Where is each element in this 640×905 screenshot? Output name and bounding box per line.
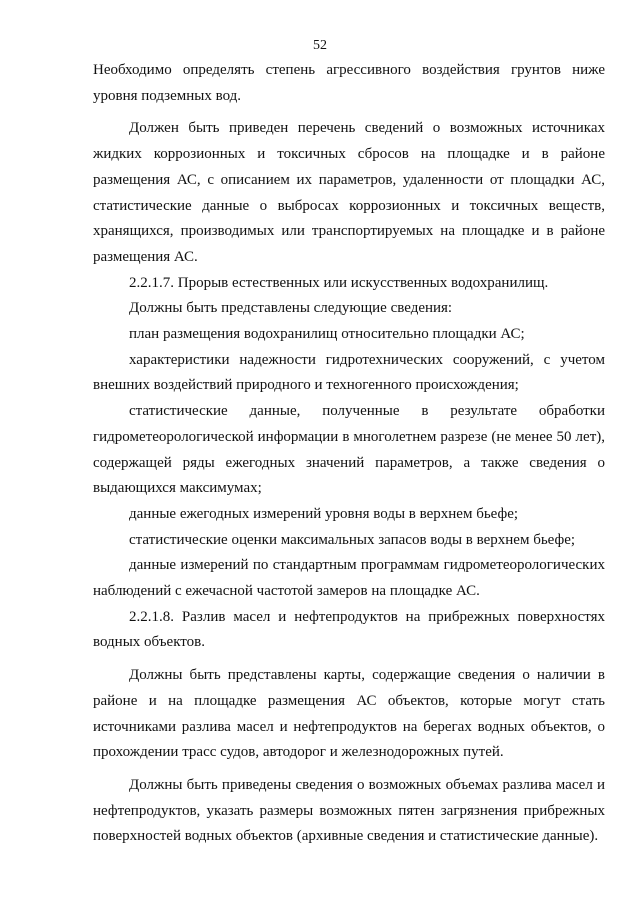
paragraph: Необходимо определять степень агрессивного воздействия грунтов ниже уровня подземных вод.: [93, 62, 605, 104]
paragraph: Должны быть представлены карты, содержащие сведения о наличии в районе и на площадке размещения АС объектов, которые могут стать источниками разлива масел и нефтепродуктов на берегах водных объектов, о прохождении трасс судов, автодорог и железнодорожных путей.: [93, 667, 605, 761]
page-number: 52: [313, 38, 327, 53]
paragraph: Должен быть приведен перечень сведений о возможных источниках жидких коррозионных и токсичных сбросов на площадке и в районе размещения АС, с описанием их параметров, удаленности от площадки АС, статистические данные о выбросах коррозионных и токсичных веществ, хранящихся, производимых или транспортируемых на площадке и в районе размещения АС.: [93, 120, 605, 265]
paragraph: статистические оценки максимальных запасов воды в верхнем бьефе;: [129, 531, 576, 548]
paragraph: данные измерений по стандартным программам гидрометеорологических наблюдений с ежечасной частотой замеров на площадке АС.: [93, 557, 605, 600]
paragraph: 2.2.1.8. Разлив масел и нефтепродуктов на прибрежных поверхностях водных объектов.: [93, 608, 605, 651]
paragraph: Должны быть представлены следующие сведения:: [129, 300, 453, 317]
paragraph: 2.2.1.7. Прорыв естественных или искусственных водохранилищ.: [129, 274, 549, 291]
document-body: [93, 58, 605, 850]
paragraph: статистические данные, полученные в результате обработки гидрометеорологической информации в многолетнем разрезе (не менее 50 лет), содержащей ряды ежегодных значений параметров, а также сведения о выдающихся максимумах;: [93, 403, 605, 497]
paragraph: характеристики надежности гидротехнических сооружений, с учетом внешних воздействий природного и техногенного происхождения;: [93, 351, 605, 394]
paragraph: план размещения водохранилищ относительно площадки АС;: [129, 326, 525, 343]
paragraph: Должны быть приведены сведения о возможных объемах разлива масел и нефтепродуктов, указать размеры возможных пятен загрязнения прибрежных поверхностей водных объектов (архивные сведения и статистические данные).: [93, 776, 605, 845]
paragraph: данные ежегодных измерений уровня воды в верхнем бьефе;: [129, 505, 519, 522]
